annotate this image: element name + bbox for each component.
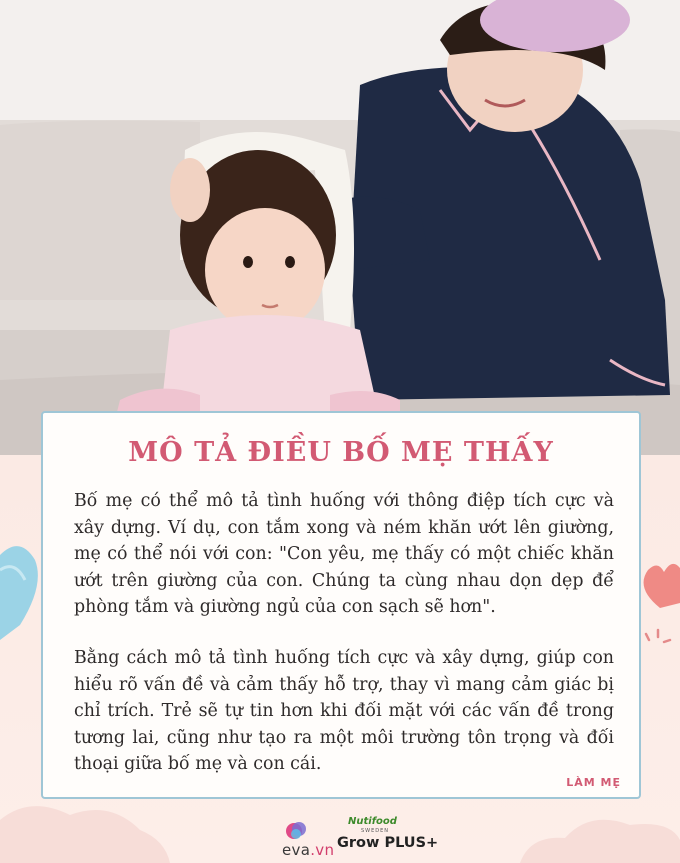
nutifood-sub-text: SWEDEN	[361, 828, 390, 834]
nutifood-text: Nutifood	[348, 816, 397, 827]
content-card	[41, 411, 641, 799]
blue-heart-decoration	[0, 535, 40, 645]
paragraph-1: Bố mẹ có thể mô tả tình huống với thông điệp tích cực và xây dựng. Ví dụ, con tắm xong và ném khăn ướt lên giường, mẹ có thể nói với con: "Con yêu, mẹ thấy có một chiếc khăn ướt trên giường của con. Chúng ta cùng nhau dọn dẹp để phòng tắm và giường ngủ của con sạch sẽ hơn".	[74, 491, 614, 617]
card-title: MÔ TẢ ĐIỀU BỐ MẸ THẤY	[128, 437, 554, 468]
eva-wordmark	[282, 841, 334, 859]
growplus-logo[interactable]	[337, 816, 437, 860]
eva-logo[interactable]	[279, 820, 335, 860]
footer-logos	[0, 810, 680, 863]
eva-brand-text: eva	[282, 841, 311, 859]
paragraph-2: Bằng cách mô tả tình huống tích cực và xây dựng, giúp con hiểu rõ vấn đề và cảm thấy hỗ trợ, thay vì mang cảm giác bị chỉ trích. Trẻ sẽ tự tin hơn khi đối mặt với các vấn đề trong tương lai, cũng như tạo ra một môi trường tôn trọng và đối thoại giữa bố mẹ và con cái.	[74, 648, 614, 774]
sparkle-decoration	[642, 628, 672, 658]
growplus-text: Grow PLUS+	[337, 835, 439, 851]
credit-label: LÀM MẸ	[566, 776, 621, 789]
pink-heart-decoration	[640, 558, 680, 613]
eva-domain-text: .vn	[310, 841, 335, 859]
eva-logo-icon	[285, 820, 307, 842]
